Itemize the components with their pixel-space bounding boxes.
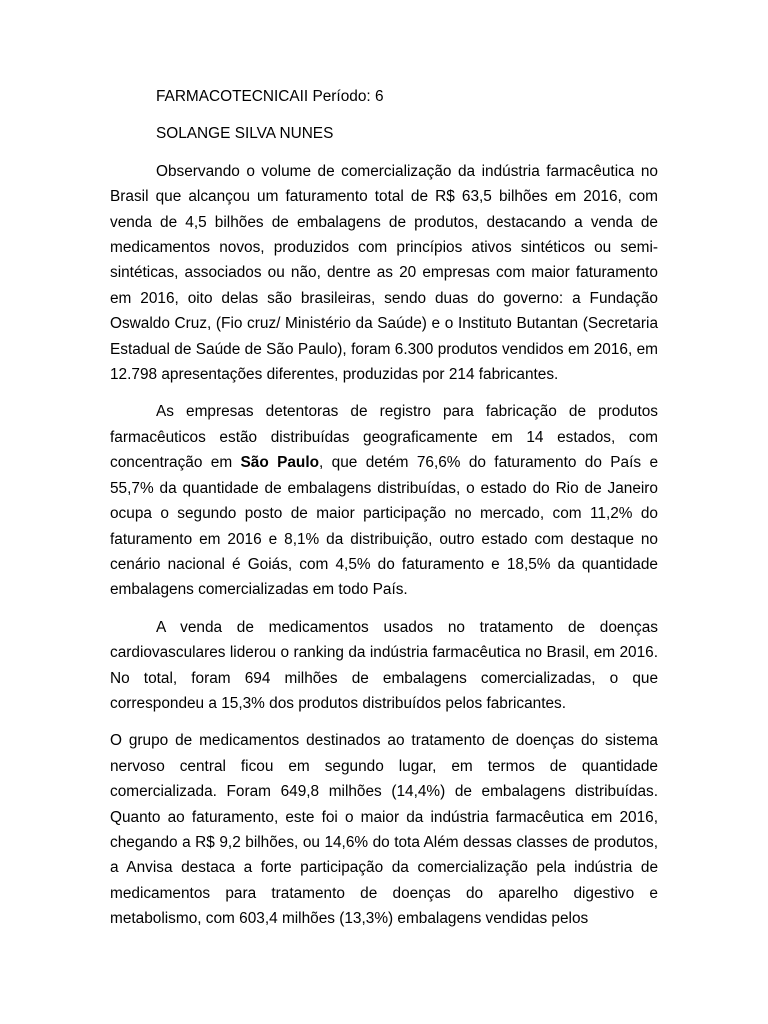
document-page xyxy=(110,84,658,944)
paragraph-1: Observando o volume de comercialização da indústria farmacêutica no Brasil que alcançou um faturamento total de R$ 63,5 bilhões em 2016, com venda de 4,5 bilhões de embalagens de produtos, destacando a venda de medicamentos novos, produzidos com princípios ativos sintéticos ou semi-sintéticas, associados ou não, dentre as 20 empresas com maior faturamento em 2016, oito delas são brasileiras, sendo duas do governo: a Fundação Oswaldo Cruz, (Fio cruz/ Ministério da Saúde) e o Instituto Butantan (Secretaria Estadual de Saúde de São Paulo), foram 6.300 produtos vendidos em 2016, em 12.798 apresentações diferentes, produzidas por 214 fabricantes. xyxy=(110,162,658,384)
paragraph-2 xyxy=(110,399,658,602)
course-line: FARMACOTECNICAII Período: 6 xyxy=(156,88,384,105)
paragraph-2-text-start: As empresas detentoras de registro para fabricação de produtos farmacêuticos estão distribuídas geograficamente em 14 estados, com concentração em xyxy=(110,403,658,472)
paragraph-3: A venda de medicamentos usados no tratamento de doenças cardiovasculares liderou o ranking da indústria farmacêutica no Brasil, em 2016. No total, foram 694 milhões de embalagens comercializadas, o que correspondeu a 15,3% dos produtos distribuídos pelos fabricantes. xyxy=(110,618,658,712)
paragraph-2-bold-state: São Paulo xyxy=(240,454,320,472)
author-name: SOLANGE SILVA NUNES xyxy=(156,125,334,143)
paragraph-2-text-end: , que detém 76,6% do faturamento do País e 55,7% da quantidade de embalagens distribuídas, o estado do Rio de Janeiro ocupa o segundo posto de maior participação no mercado, com 11,2% do faturamento em 2016 e 8,1% da distribuição, outro estado com destaque no cenário nacional é Goiás, com 4,5% do faturamento e 18,5% da quantidade embalagens comercializadas em todo País. xyxy=(110,454,658,599)
paragraph-4: O grupo de medicamentos destinados ao tratamento de doenças do sistema nervoso central ficou em segundo lugar, em termos de quantidade comercializada. Foram 649,8 milhões (14,4%) de embalagens distribuídas. Quanto ao faturamento, este foi o maior da indústria farmacêutica em 2016, chegando a R$ 9,2 bilhões, ou 14,6% do tota Além dessas classes de produtos, a Anvisa destaca a forte participação da comercialização pela indústria de medicamentos para tratamento de doenças do aparelho digestivo e metabolismo, com 603,4 milhões (13,3%) embalagens vendidas pelos xyxy=(110,732,658,928)
